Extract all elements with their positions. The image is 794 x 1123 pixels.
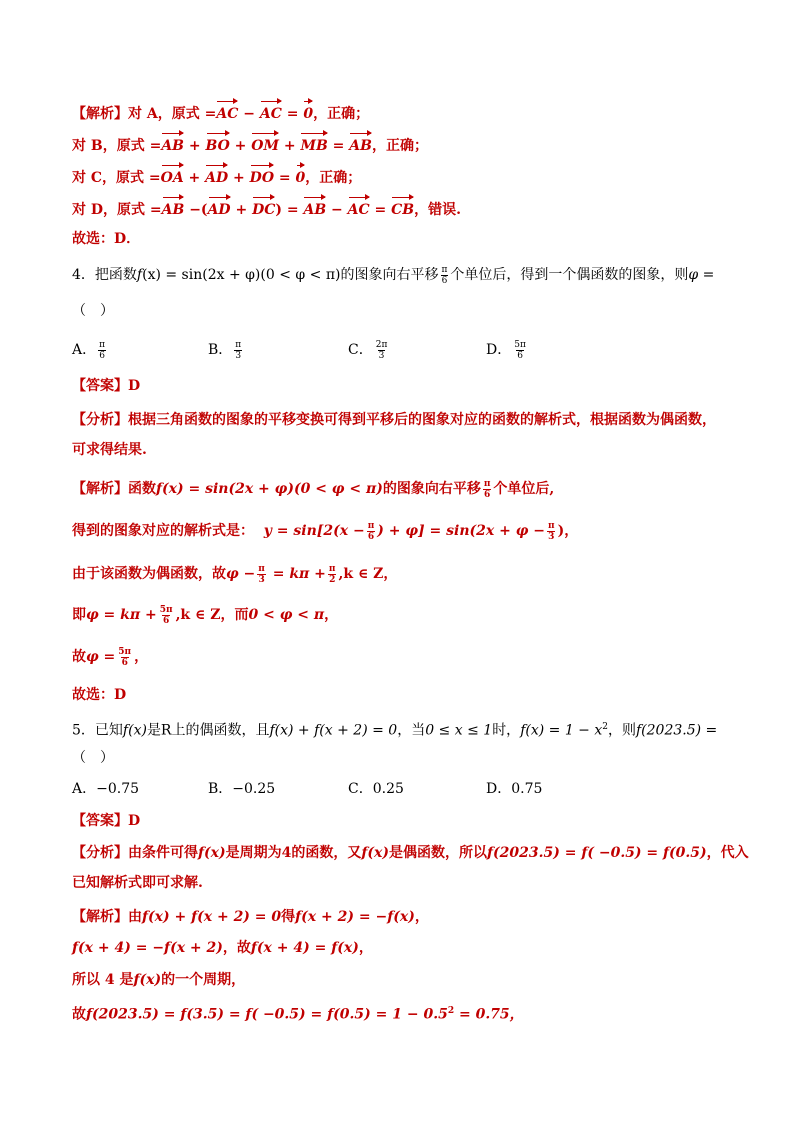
fraction xyxy=(159,605,174,626)
q4-option-b[interactable] xyxy=(208,339,244,361)
fraction xyxy=(234,340,242,361)
q4-stem xyxy=(72,264,734,286)
text: 的图象向右平移 xyxy=(382,481,481,497)
q4-analysis-line-1: 【分析】根据三角函数的图象的平移变换可得到平移后的图象对应的函数的解析式，根据函数为偶函数， xyxy=(72,412,716,428)
text: 时， xyxy=(492,722,521,739)
text: ，则 xyxy=(608,722,636,739)
math: f(x + 4) = −f(x + 2) xyxy=(72,940,223,956)
text: 4．把函数 xyxy=(72,267,137,283)
op: −( xyxy=(184,202,208,218)
text: 【解析】函数 xyxy=(72,481,156,497)
vector-om: OM xyxy=(251,132,279,157)
math: )， xyxy=(557,523,579,539)
q3-analysis-line-c xyxy=(72,164,734,189)
option-letter: C． xyxy=(348,781,373,797)
superscript: 2 xyxy=(447,1006,455,1016)
numerator: π xyxy=(441,264,448,275)
fraction xyxy=(117,647,132,668)
q5-analysis-line-1 xyxy=(72,842,749,864)
q4-answer: 【答案】D xyxy=(72,378,141,394)
math: = xyxy=(698,267,715,283)
op: = xyxy=(369,202,392,218)
fraction xyxy=(441,265,449,286)
numerator: π xyxy=(367,520,375,531)
math: f(x) + f(x + 2) = 0 xyxy=(142,909,282,925)
q3-analysis-line-a xyxy=(72,100,734,125)
text: ， xyxy=(358,940,373,956)
q3-analysis-line-d xyxy=(72,196,734,221)
text: 故 xyxy=(72,1006,86,1023)
vector-ab: AB xyxy=(349,132,372,157)
text: ,k ∈ Z，而 xyxy=(175,607,249,623)
option-value: 0.75 xyxy=(511,781,543,797)
text: 由于该函数为偶函数，故 xyxy=(72,566,226,582)
text: 是周期为4的函数，又 xyxy=(225,845,362,861)
text: ， xyxy=(414,909,429,925)
q4-solution-line-5 xyxy=(72,646,734,668)
denominator: 6 xyxy=(483,489,491,500)
vector-ad: AD xyxy=(208,196,231,221)
text: 故 xyxy=(72,649,86,665)
option-value: 0.25 xyxy=(372,781,404,797)
vector-ab: AB xyxy=(162,196,185,221)
option-letter: D． xyxy=(486,781,512,797)
op: ) = xyxy=(275,202,304,218)
text: ，代入 xyxy=(706,845,749,861)
q4-option-c[interactable] xyxy=(348,339,390,361)
numerator: 5π xyxy=(159,604,173,615)
denominator: 6 xyxy=(121,657,128,668)
op: + xyxy=(230,202,253,218)
q4-solution-line-3 xyxy=(72,563,734,585)
text: 对 D，原式 = xyxy=(72,202,162,218)
q5-option-d[interactable] xyxy=(486,778,542,800)
text: ，故 xyxy=(222,940,251,956)
vector-bo: BO xyxy=(206,132,230,157)
fraction xyxy=(483,479,492,500)
vector-do: DO xyxy=(250,164,274,189)
q5-solution-line-3 xyxy=(72,969,734,991)
q4-solution-line-1 xyxy=(72,478,734,500)
op: + xyxy=(184,138,206,154)
q5-solution-line-1 xyxy=(72,906,734,928)
math: f xyxy=(136,267,143,283)
op: = xyxy=(274,170,296,186)
text: 所以 4 是 xyxy=(72,972,134,988)
q4-solution-line-2 xyxy=(72,520,734,542)
option-value: −0.25 xyxy=(232,781,276,797)
denominator: 2 xyxy=(329,574,336,585)
math: f(2023.5) = f(3.5) = f( −0.5) = f(0.5) = 1 − 0.5 xyxy=(86,1006,448,1023)
fraction xyxy=(328,564,337,585)
fraction xyxy=(375,340,389,361)
vector-oa: OA xyxy=(161,164,184,189)
text: ，正确； xyxy=(372,138,428,154)
text: 5．已知 xyxy=(72,722,123,739)
text: 个单位后, xyxy=(493,481,555,497)
vector-mb: MB xyxy=(300,132,327,157)
denominator: 6 xyxy=(367,531,375,542)
numerator: 5π xyxy=(514,339,526,350)
fraction xyxy=(513,340,527,361)
math: f(x) xyxy=(122,722,147,739)
math: φ = xyxy=(86,649,116,665)
op: + xyxy=(183,170,206,186)
text: 对 C，原式 = xyxy=(72,170,161,186)
denominator: 3 xyxy=(235,350,242,361)
op: + xyxy=(278,138,301,154)
vector-ac: AC xyxy=(216,100,238,125)
denominator: 6 xyxy=(163,615,170,626)
zero-vector: 0 xyxy=(296,164,306,189)
vector-ac: AC xyxy=(348,196,370,221)
math: (x) = sin(2x + φ)(0 < φ < π)的图象向右平移 xyxy=(142,267,439,283)
text: 得 xyxy=(281,909,296,925)
q4-option-a[interactable] xyxy=(72,339,108,361)
vector-ab: AB xyxy=(303,196,326,221)
denominator: 6 xyxy=(517,350,523,361)
vector-ad: AD xyxy=(205,164,228,189)
option-letter: A． xyxy=(72,342,97,358)
q5-option-c[interactable] xyxy=(348,778,404,800)
math: ) + φ] = sin(2x + φ − xyxy=(377,523,545,539)
q4-choice: 故选：D xyxy=(72,687,127,703)
op: − xyxy=(326,202,348,218)
q5-analysis-line-2: 已知解析式即可求解. xyxy=(72,875,203,891)
fraction xyxy=(257,564,266,585)
math: f(2023.5) = f( −0.5) = f(0.5) xyxy=(487,845,707,861)
fraction xyxy=(367,521,376,542)
vector-ab: AB xyxy=(161,132,184,157)
q5-stem xyxy=(72,716,734,742)
option-letter: D． xyxy=(486,342,512,358)
text: 即 xyxy=(72,607,86,623)
math: ,k ∈ Z， xyxy=(338,566,398,582)
q4-option-d[interactable] xyxy=(486,339,529,361)
math: = 0.75， xyxy=(454,1006,524,1023)
option-letter: B． xyxy=(208,342,233,358)
op: − xyxy=(238,106,260,122)
text: 得到的图象对应的解析式是： xyxy=(72,523,254,539)
math: f(x + 4) = f(x) xyxy=(250,940,359,956)
math: f(x) xyxy=(133,972,162,988)
text: 对 B，原式 = xyxy=(72,138,162,154)
q5-option-b[interactable] xyxy=(208,778,275,800)
math: φ xyxy=(688,267,699,283)
text: ， xyxy=(324,607,339,623)
q5-solution-line-4 xyxy=(72,1000,734,1026)
denominator: 6 xyxy=(99,350,105,361)
op: + xyxy=(229,138,252,154)
math: φ − xyxy=(226,566,256,582)
q4-paren: （ ） xyxy=(72,303,114,319)
denominator: 6 xyxy=(441,275,448,286)
text: 的一个周期， xyxy=(161,972,246,988)
op: = xyxy=(281,106,304,122)
analysis-tag: 【解析】 xyxy=(72,106,128,122)
q5-answer: 【答案】D xyxy=(72,813,141,829)
q5-option-a[interactable] xyxy=(72,778,139,800)
denominator: 3 xyxy=(548,531,555,542)
text: 个单位后，得到一个偶函数的图象，则 xyxy=(450,267,689,283)
math: 0 < φ < π xyxy=(248,607,325,623)
q3-choice: 故选：D． xyxy=(72,231,141,247)
numerator: π xyxy=(483,478,491,489)
math: φ = kπ + xyxy=(86,607,157,623)
q4-analysis-line-2: 可求得结果. xyxy=(72,442,147,458)
numerator: π xyxy=(258,563,265,574)
math: f(x) xyxy=(361,845,389,861)
numerator: 2π xyxy=(375,339,388,350)
text: ， xyxy=(134,649,149,665)
numerator: π xyxy=(99,339,106,350)
denominator: 3 xyxy=(258,574,265,585)
math: f(2023.5) = xyxy=(636,722,718,739)
denominator: 3 xyxy=(378,350,385,361)
text: 对 A，原式 = xyxy=(128,106,217,122)
math: y = sin[2(x − xyxy=(263,523,365,539)
vector-dc: DC xyxy=(252,196,275,221)
math: f(x) + f(x + 2) = 0 xyxy=(269,722,398,739)
option-letter: B． xyxy=(208,781,233,797)
text: 【分析】由条件可得 xyxy=(72,845,198,861)
option-value: −0.75 xyxy=(96,781,140,797)
math: f(x) xyxy=(198,845,226,861)
q3-analysis-line-b xyxy=(72,132,734,157)
zero-vector: 0 xyxy=(303,100,313,125)
text: 是偶函数，所以 xyxy=(389,845,487,861)
text: 是R上的偶函数，且 xyxy=(146,722,270,739)
numerator: π xyxy=(328,563,336,574)
text: ，错误. xyxy=(414,202,462,218)
q5-paren: （ ） xyxy=(72,750,114,766)
fraction xyxy=(98,340,106,361)
text: ，正确； xyxy=(305,170,362,186)
numerator: 5π xyxy=(118,646,132,657)
q4-solution-line-4 xyxy=(72,604,734,626)
numerator: π xyxy=(548,520,555,531)
math: f(x) = sin(2x + φ)(0 < φ < π) xyxy=(156,481,383,497)
fraction xyxy=(547,521,556,542)
option-letter: A． xyxy=(72,781,97,797)
op: = xyxy=(327,138,350,154)
q5-solution-line-2 xyxy=(72,937,734,959)
math: f(x + 2) = −f(x) xyxy=(295,909,415,925)
math: = kπ + xyxy=(267,566,326,582)
math: f(x) = 1 − x xyxy=(520,722,603,739)
numerator: π xyxy=(235,339,242,350)
option-letter: C． xyxy=(348,342,373,358)
op: + xyxy=(228,170,250,186)
text: ，正确； xyxy=(313,106,370,122)
vector-ac: AC xyxy=(260,100,282,125)
math: 0 ≤ x ≤ 1 xyxy=(425,722,493,739)
text: ，当 xyxy=(397,722,426,739)
text: 【解析】由 xyxy=(72,909,142,925)
superscript: 2 xyxy=(602,722,608,732)
vector-cb: CB xyxy=(391,196,414,221)
